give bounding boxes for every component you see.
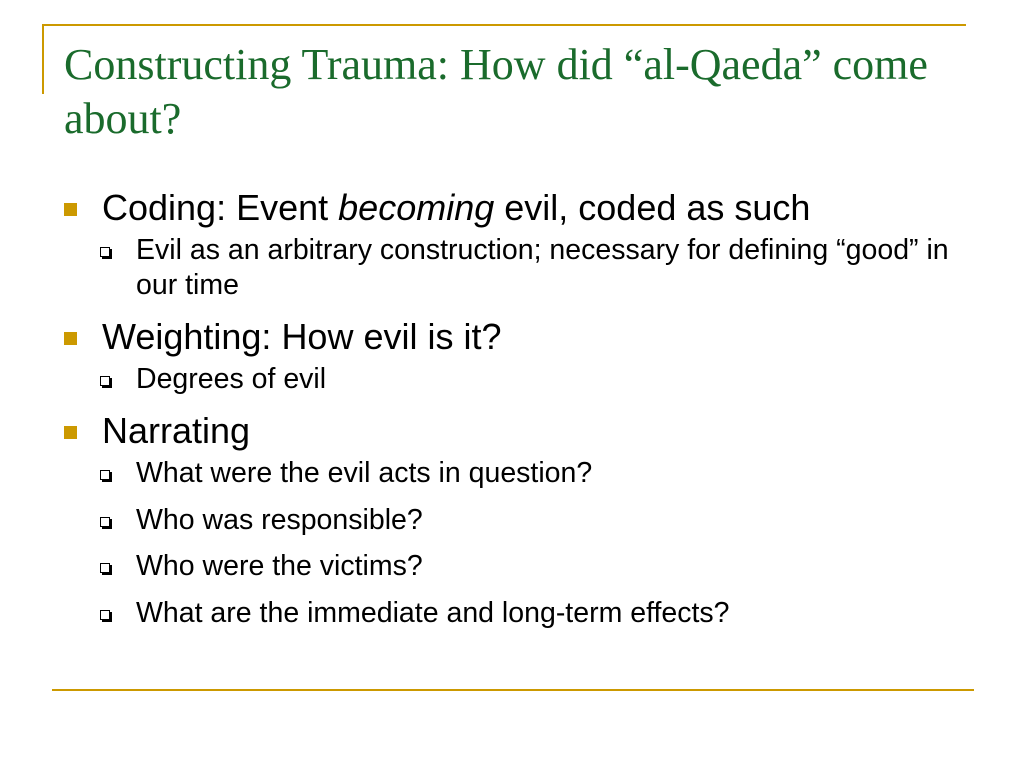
sub-bullet-item: [100, 596, 978, 631]
slide-title: Constructing Trauma: How did “al-Qaeda” come about?: [64, 40, 928, 143]
square-bullet-icon: [64, 332, 77, 345]
left-border-line: [42, 24, 44, 94]
sub-bullet-text: Who was responsible?: [136, 503, 423, 536]
checkbox-bullet-icon: [100, 247, 110, 257]
bullet-text-emphasis: becoming: [338, 187, 495, 228]
sub-bullet-text: Degrees of evil: [136, 362, 327, 395]
checkbox-bullet-icon: [100, 376, 110, 386]
checkbox-bullet-icon: [100, 517, 110, 527]
checkbox-bullet-icon: [100, 563, 110, 573]
bullet-text: Weighting: How evil is it?: [102, 315, 502, 357]
square-bullet-icon: [64, 203, 77, 216]
sub-bullet-item: [100, 233, 978, 303]
sub-bullet-item: [100, 456, 978, 491]
sub-bullet-text: What are the immediate and long-term effects?: [136, 597, 730, 630]
sub-bullet-list: [100, 362, 978, 397]
bullet-list: [58, 186, 978, 643]
sub-bullet-list: [100, 233, 978, 303]
checkbox-bullet-icon: [100, 470, 110, 480]
square-bullet-icon: [64, 426, 77, 439]
sub-bullet-item: [100, 362, 978, 397]
sub-bullet-item: [100, 549, 978, 584]
bullet-text-post: evil, coded as such: [494, 187, 811, 228]
checkbox-bullet-icon: [100, 610, 110, 620]
bullet-text-pre: Coding: Event: [102, 187, 339, 228]
sub-bullet-text: What were the evil acts in question?: [136, 456, 593, 489]
bullet-text: Narrating: [102, 409, 251, 451]
bullet-item-narrating: [58, 409, 978, 631]
bullet-item-coding: [58, 186, 978, 303]
bottom-border-line: [52, 689, 974, 691]
top-border-line: [42, 24, 966, 26]
sub-bullet-list: [100, 456, 978, 631]
sub-bullet-text: Who were the victims?: [136, 550, 423, 583]
sub-bullet-text: Evil as an arbitrary construction; necessary for defining “good” in our time: [136, 234, 949, 301]
bullet-item-weighting: [58, 315, 978, 397]
sub-bullet-item: [100, 503, 978, 538]
